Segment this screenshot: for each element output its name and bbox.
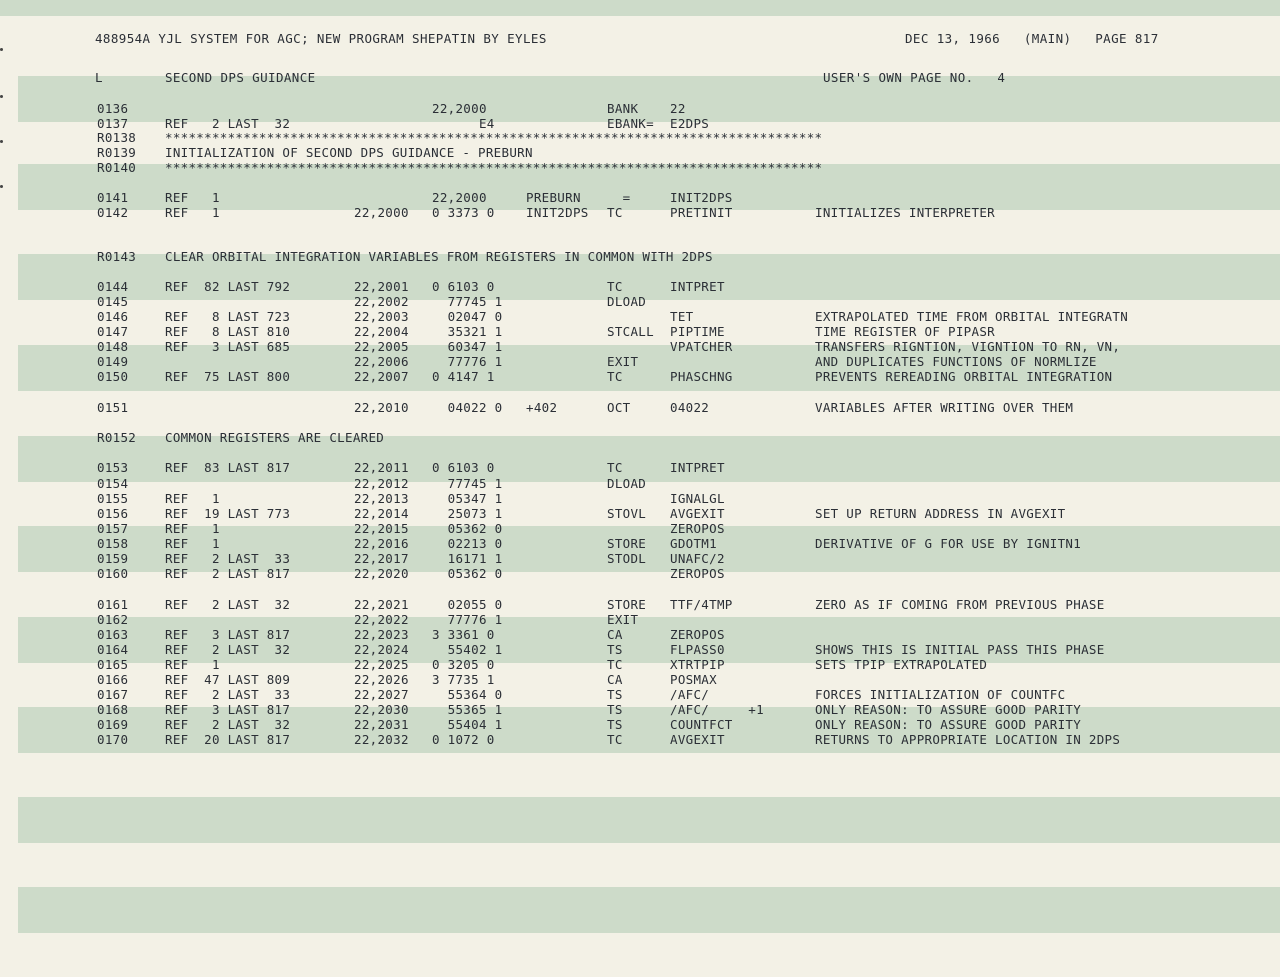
listing-line: [0, 294, 1280, 309]
line-number: 0154: [97, 476, 129, 491]
address: 22,2010: [354, 400, 409, 415]
address: 22,2023: [354, 627, 409, 642]
listing-line: [0, 354, 1280, 369]
octal-code: 77776 1: [432, 612, 503, 627]
listing-line: [0, 160, 1280, 175]
opcode: TC: [607, 732, 623, 747]
remark-text: INITIALIZATION OF SECOND DPS GUIDANCE - PREBURN: [165, 145, 533, 160]
operand: FLPASS0: [670, 642, 725, 657]
reference-count: REF 3 LAST 817: [165, 627, 291, 642]
line-number: 0147: [97, 324, 129, 339]
listing-line: [0, 551, 1280, 566]
line-number: R0143: [97, 249, 137, 264]
line-number: R0139: [97, 145, 137, 160]
address: 22,2030: [354, 702, 409, 717]
margin-mark: [0, 185, 3, 188]
reference-count: REF 1: [165, 491, 220, 506]
reference-count: REF 2 LAST 817: [165, 566, 291, 581]
address: 22,2000: [354, 205, 409, 220]
line-number: 0136: [97, 101, 129, 116]
reference-count: REF 3 LAST 685: [165, 339, 291, 354]
listing-line: [0, 400, 1280, 415]
reference-count: REF 2 LAST 32: [165, 717, 291, 732]
reference-count: REF 1: [165, 205, 220, 220]
octal-code: 0 4147 1: [432, 369, 495, 384]
listing-line: [0, 566, 1280, 581]
listing-line: [0, 506, 1280, 521]
octal-code: 0 6103 0: [432, 279, 495, 294]
listing-line: [0, 536, 1280, 551]
reference-count: REF 2 LAST 32: [165, 597, 291, 612]
greenbar-band: [18, 797, 1280, 843]
comment: TIME REGISTER OF PIPASR: [815, 324, 995, 339]
operand: E2DPS: [670, 116, 710, 131]
listing-line: [0, 369, 1280, 384]
greenbar-band: [0, 0, 1280, 16]
comment: TRANSFERS RIGNTION, VIGNTION TO RN, VN,: [815, 339, 1121, 354]
line-number: 0149: [97, 354, 129, 369]
opcode: DLOAD: [607, 476, 647, 491]
reference-count: REF 19 LAST 773: [165, 506, 291, 521]
opcode: TC: [607, 369, 623, 384]
operand: XTRTPIP: [670, 657, 725, 672]
opcode: TS: [607, 717, 623, 732]
address: 22,2003: [354, 309, 409, 324]
line-number: 0145: [97, 294, 129, 309]
address: 22,2012: [354, 476, 409, 491]
user-page-number: USER'S OWN PAGE NO. 4: [823, 70, 1006, 85]
listing-line: [0, 597, 1280, 612]
label: INIT2DPS: [526, 205, 589, 220]
line-number: 0155: [97, 491, 129, 506]
line-number: 0142: [97, 205, 129, 220]
listing-line: [0, 521, 1280, 536]
comment: ZERO AS IF COMING FROM PREVIOUS PHASE: [815, 597, 1105, 612]
remark-text: COMMON REGISTERS ARE CLEARED: [165, 430, 385, 445]
opcode: STORE: [607, 536, 647, 551]
opcode: EXIT: [607, 612, 639, 627]
reference-count: REF 8 LAST 723: [165, 309, 291, 324]
listing-line: [0, 249, 1280, 264]
octal-code: 22,2000: [432, 101, 487, 116]
opcode: DLOAD: [607, 294, 647, 309]
operand: /AFC/ +1: [670, 702, 764, 717]
address: 22,2005: [354, 339, 409, 354]
octal-code: 0 6103 0: [432, 460, 495, 475]
operand: GDOTM1: [670, 536, 717, 551]
comment: RETURNS TO APPROPRIATE LOCATION IN 2DPS: [815, 732, 1121, 747]
octal-code: 3 7735 1: [432, 672, 495, 687]
listing-line: [0, 491, 1280, 506]
opcode: OCT: [607, 400, 631, 415]
address: 22,2022: [354, 612, 409, 627]
address: 22,2014: [354, 506, 409, 521]
operand: ZEROPOS: [670, 627, 725, 642]
listing-line: [0, 460, 1280, 475]
address: 22,2004: [354, 324, 409, 339]
line-number: 0146: [97, 309, 129, 324]
reference-count: REF 2 LAST 33: [165, 551, 291, 566]
reference-count: REF 2 LAST 33: [165, 687, 291, 702]
line-number: 0148: [97, 339, 129, 354]
line-number: 0161: [97, 597, 129, 612]
octal-code: 55365 1: [432, 702, 503, 717]
octal-code: 0 3373 0: [432, 205, 495, 220]
octal-code: 60347 1: [432, 339, 503, 354]
margin-mark: [0, 95, 3, 98]
operand: PIPTIME: [670, 324, 725, 339]
margin-mark: [0, 48, 3, 51]
listing-line: [0, 324, 1280, 339]
operand: UNAFC/2: [670, 551, 725, 566]
reference-count: REF 2 LAST 32: [165, 642, 291, 657]
octal-code: 25073 1: [432, 506, 503, 521]
opcode: CA: [607, 627, 623, 642]
greenbar-band: [18, 887, 1280, 933]
reference-count: REF 1: [165, 521, 220, 536]
line-number: 0169: [97, 717, 129, 732]
address: 22,2015: [354, 521, 409, 536]
address: 22,2032: [354, 732, 409, 747]
octal-code: 05362 0: [432, 521, 503, 536]
label: +402: [526, 400, 558, 415]
line-number: 0141: [97, 190, 129, 205]
octal-code: 3 3361 0: [432, 627, 495, 642]
operand: AVGEXIT: [670, 506, 725, 521]
opcode: STOVL: [607, 506, 647, 521]
comment: EXTRAPOLATED TIME FROM ORBITAL INTEGRATN: [815, 309, 1129, 324]
listing-line: [0, 476, 1280, 491]
address: 22,2011: [354, 460, 409, 475]
address: 22,2001: [354, 279, 409, 294]
octal-code: 05347 1: [432, 491, 503, 506]
line-number: R0140: [97, 160, 137, 175]
reference-count: REF 1: [165, 536, 220, 551]
listing-line: [0, 672, 1280, 687]
listing-line: [0, 657, 1280, 672]
octal-code: 77776 1: [432, 354, 503, 369]
line-number: 0168: [97, 702, 129, 717]
address: 22,2020: [354, 566, 409, 581]
remark-text: ************************************************************************************: [165, 160, 823, 175]
label: PREBURN: [526, 190, 581, 205]
operand: INTPRET: [670, 460, 725, 475]
reference-count: REF 82 LAST 792: [165, 279, 291, 294]
octal-code: 05362 0: [432, 566, 503, 581]
opcode: TS: [607, 642, 623, 657]
line-number: 0158: [97, 536, 129, 551]
operand: VPATCHER: [670, 339, 733, 354]
octal-code: 0 3205 0: [432, 657, 495, 672]
line-number: 0150: [97, 369, 129, 384]
listing-line: [0, 116, 1280, 131]
line-number: 0163: [97, 627, 129, 642]
comment: VARIABLES AFTER WRITING OVER THEM: [815, 400, 1074, 415]
line-number: 0167: [97, 687, 129, 702]
comment: SET UP RETURN ADDRESS IN AVGEXIT: [815, 506, 1066, 521]
page-header-left: 488954A YJL SYSTEM FOR AGC; NEW PROGRAM SHEPATIN BY EYLES: [95, 31, 547, 46]
octal-code: 0 1072 0: [432, 732, 495, 747]
octal-code: 77745 1: [432, 476, 503, 491]
line-number: 0159: [97, 551, 129, 566]
comment: SHOWS THIS IS INITIAL PASS THIS PHASE: [815, 642, 1105, 657]
listing-line: [0, 339, 1280, 354]
line-number: 0165: [97, 657, 129, 672]
address: 22,2021: [354, 597, 409, 612]
line-number: 0156: [97, 506, 129, 521]
remark-text: ************************************************************************************: [165, 130, 823, 145]
comment: DERIVATIVE OF G FOR USE BY IGNITN1: [815, 536, 1082, 551]
operand: TTF/4TMP: [670, 597, 733, 612]
reference-count: REF 1: [165, 190, 220, 205]
opcode: TC: [607, 279, 623, 294]
listing-line: [0, 687, 1280, 702]
comment: FORCES INITIALIZATION OF COUNTFC: [815, 687, 1066, 702]
line-number: 0160: [97, 566, 129, 581]
section-marker: L: [95, 70, 103, 85]
line-number: 0151: [97, 400, 129, 415]
opcode: STCALL: [607, 324, 654, 339]
listing-line: [0, 130, 1280, 145]
section-title: SECOND DPS GUIDANCE: [165, 70, 316, 85]
address: 22,2017: [354, 551, 409, 566]
octal-code: E4: [432, 116, 495, 131]
listing-line: [0, 702, 1280, 717]
comment: AND DUPLICATES FUNCTIONS OF NORMLIZE: [815, 354, 1097, 369]
operand: /AFC/: [670, 687, 710, 702]
octal-code: 35321 1: [432, 324, 503, 339]
line-number: 0144: [97, 279, 129, 294]
line-number: 0170: [97, 732, 129, 747]
octal-code: 55404 1: [432, 717, 503, 732]
octal-code: 02213 0: [432, 536, 503, 551]
reference-count: REF 8 LAST 810: [165, 324, 291, 339]
operand: IGNALGL: [670, 491, 725, 506]
reference-count: REF 3 LAST 817: [165, 702, 291, 717]
line-number: 0157: [97, 521, 129, 536]
reference-count: REF 20 LAST 817: [165, 732, 291, 747]
opcode: TC: [607, 460, 623, 475]
address: 22,2026: [354, 672, 409, 687]
comment: INITIALIZES INTERPRETER: [815, 205, 995, 220]
octal-code: 04022 0: [432, 400, 503, 415]
opcode: EXIT: [607, 354, 639, 369]
opcode: TS: [607, 687, 623, 702]
operand: PHASCHNG: [670, 369, 733, 384]
listing-line: [0, 279, 1280, 294]
address: 22,2007: [354, 369, 409, 384]
operand: INTPRET: [670, 279, 725, 294]
listing-line: [0, 642, 1280, 657]
operand: ZEROPOS: [670, 521, 725, 536]
operand: INIT2DPS: [670, 190, 733, 205]
line-number: 0137: [97, 116, 129, 131]
listing-line: [0, 309, 1280, 324]
operand: TET: [670, 309, 694, 324]
listing-line: [0, 717, 1280, 732]
address: 22,2025: [354, 657, 409, 672]
reference-count: REF 75 LAST 800: [165, 369, 291, 384]
operand: POSMAX: [670, 672, 717, 687]
listing-line: [0, 101, 1280, 116]
remark-text: CLEAR ORBITAL INTEGRATION VARIABLES FROM REGISTERS IN COMMON WITH 2DPS: [165, 249, 713, 264]
operand: PRETINIT: [670, 205, 733, 220]
reference-count: REF 1: [165, 657, 220, 672]
comment: PREVENTS REREADING ORBITAL INTEGRATION: [815, 369, 1113, 384]
address: 22,2002: [354, 294, 409, 309]
opcode: CA: [607, 672, 623, 687]
listing-line: [0, 145, 1280, 160]
line-number: 0166: [97, 672, 129, 687]
opcode: EBANK=: [607, 116, 654, 131]
operand: COUNTFCT: [670, 717, 733, 732]
address: 22,2016: [354, 536, 409, 551]
octal-code: 02055 0: [432, 597, 503, 612]
address: 22,2006: [354, 354, 409, 369]
line-number: 0164: [97, 642, 129, 657]
opcode: TC: [607, 205, 623, 220]
address: 22,2024: [354, 642, 409, 657]
line-number: 0153: [97, 460, 129, 475]
reference-count: REF 47 LAST 809: [165, 672, 291, 687]
reference-count: REF 83 LAST 817: [165, 460, 291, 475]
address: 22,2031: [354, 717, 409, 732]
listing-line: [0, 430, 1280, 445]
listing-line: [0, 205, 1280, 220]
octal-code: 77745 1: [432, 294, 503, 309]
opcode: STORE: [607, 597, 647, 612]
opcode: =: [607, 190, 631, 205]
address: 22,2013: [354, 491, 409, 506]
octal-code: 55402 1: [432, 642, 503, 657]
listing-line: [0, 190, 1280, 205]
opcode: STODL: [607, 551, 647, 566]
listing-line: [0, 627, 1280, 642]
line-number: 0162: [97, 612, 129, 627]
comment: SETS TPIP EXTRAPOLATED: [815, 657, 988, 672]
opcode: TC: [607, 657, 623, 672]
operand: 22: [670, 101, 686, 116]
address: 22,2027: [354, 687, 409, 702]
page-header-right: DEC 13, 1966 (MAIN) PAGE 817: [905, 31, 1159, 46]
octal-code: 22,2000: [432, 190, 487, 205]
opcode: TS: [607, 702, 623, 717]
comment: ONLY REASON: TO ASSURE GOOD PARITY: [815, 702, 1082, 717]
opcode: BANK: [607, 101, 639, 116]
line-number: R0152: [97, 430, 137, 445]
reference-count: REF 2 LAST 32: [165, 116, 291, 131]
operand: AVGEXIT: [670, 732, 725, 747]
listing-line: [0, 732, 1280, 747]
operand: ZEROPOS: [670, 566, 725, 581]
comment: ONLY REASON: TO ASSURE GOOD PARITY: [815, 717, 1082, 732]
octal-code: 16171 1: [432, 551, 503, 566]
line-number: R0138: [97, 130, 137, 145]
octal-code: 55364 0: [432, 687, 503, 702]
operand: 04022: [670, 400, 710, 415]
listing-line: [0, 612, 1280, 627]
octal-code: 02047 0: [432, 309, 503, 324]
